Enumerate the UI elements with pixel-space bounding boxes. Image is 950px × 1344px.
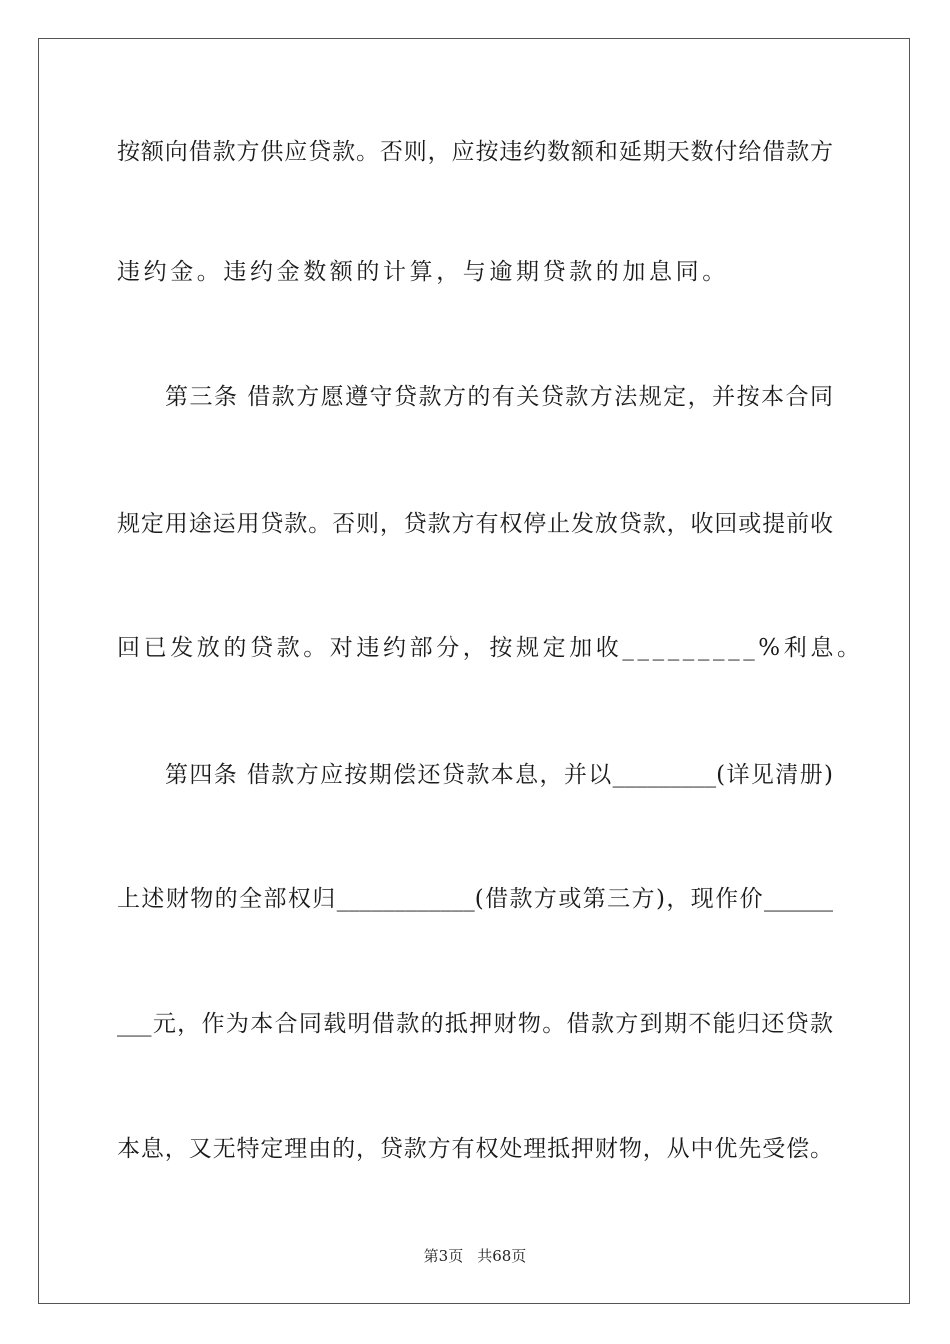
page-footer	[0, 1246, 950, 1266]
page-total: 共68页	[477, 1247, 527, 1265]
paragraph-line-1: 按额向借款方供应贷款。否则，应按违约数额和延期天数付给借款方	[117, 139, 833, 165]
paragraph-line-2: 违约金。违约金数额的计算，与逾期贷款的加息同。	[117, 259, 729, 285]
article-3-line-2: 规定用途运用贷款。否则，贷款方有权停止发放贷款，收回或提前收	[117, 511, 833, 537]
article-4-line-4: 本息，又无特定理由的，贷款方有权处理抵押财物，从中优先受偿。	[117, 1136, 833, 1162]
page-frame	[38, 38, 910, 1304]
article-4-line-2: 上述财物的全部权归____________(借款方或第三方)，现作价______	[117, 886, 833, 912]
article-3-line-1: 第三条 借款方愿遵守贷款方的有关贷款方法规定，并按本合同	[165, 384, 833, 410]
article-3-line-3: 回已发放的贷款。对违约部分，按规定加收_________%利息。	[117, 635, 864, 661]
article-4-line-3: ___元，作为本合同载明借款的抵押财物。借款方到期不能归还贷款	[117, 1011, 833, 1037]
article-4-line-1: 第四条 借款方应按期偿还贷款本息，并以_________(详见清册)	[165, 762, 833, 788]
page-number: 第3页	[423, 1247, 464, 1265]
